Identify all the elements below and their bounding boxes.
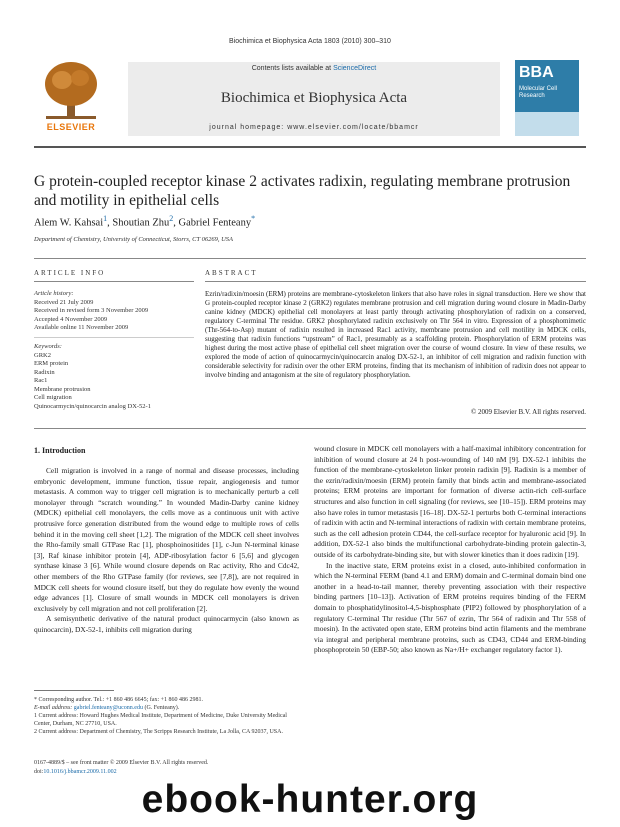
keyword: Radixin xyxy=(34,368,55,376)
history-label: Article history: xyxy=(34,290,74,297)
keyword: Membrane protrusion xyxy=(34,385,91,393)
affiliation: Department of Chemistry, University of Connecticut, Storrs, CT 06269, USA xyxy=(34,236,234,243)
doi-link[interactable]: 10.1016/j.bbamcr.2009.11.002 xyxy=(43,769,117,775)
keyword: Rac1 xyxy=(34,377,48,384)
history-item: Received 21 July 2009 xyxy=(34,298,94,306)
journal-reference: Biochimica et Biophysica Acta 1803 (2010) 300–310 xyxy=(229,38,391,45)
paragraph: wound closure in MDCK cell monolayers with a half-maximal inhibitory concentration for inhibition of wound closure at 24 h post-wounding of 140 nM [9]. DX-52-1 inhibits the function of the membrane-cytoskeleton linker protein radixin [9]. Radixin is a member of the ezrin/radixin/moesin (ERM) protein family that binds actin and membrane-associated proteins; ERM proteins are important for formation of diverse actin-rich cell-surface structures and also function in cell signaling (for reviews, see [10–15]). ERM proteins may also have roles in tumor metastasis [16–18]. DX-52-1 perturbs both C-terminal interactions of radixin with actin and N-terminal interactions of radixin with certain membrane proteins, such as the cell adhesion protein CD44, the cell-surface receptor for hyaluronic acid [9]. In addition, DX-52-1 also binds the multifunctional carbohydrate-binding protein galectin-3, outside of its carbohydrate-binding site, but with slower kinetics than it does radixin [19]. xyxy=(314,444,586,559)
copyright-notice: © 2009 Elsevier B.V. All rights reserved. xyxy=(470,408,586,416)
footnote-rule xyxy=(34,690,114,691)
abstract-heading: ABSTRACT xyxy=(205,269,258,277)
watermark: ebook-hunter.org xyxy=(141,778,479,821)
abstract-end-rule xyxy=(34,428,586,429)
footnotes xyxy=(34,696,299,736)
author-name: Alem W. Kahsai xyxy=(34,217,104,229)
history-item: Available online 11 November 2009 xyxy=(34,324,129,331)
email-link[interactable]: gabriel.fenteany@uconn.edu xyxy=(73,705,143,711)
doi-line: doi:10.1016/j.bbamcr.2009.11.002 xyxy=(34,769,117,775)
contents-line: Contents lists available at ScienceDirect xyxy=(251,65,377,72)
author-name: Shoutian Zhu xyxy=(112,217,170,229)
history-item: Received in revised form 3 November 2009 xyxy=(34,307,149,314)
keywords-label: Keywords: xyxy=(34,343,62,350)
keyword: Quinocarmycin/quinocarcin analog DX-52-1 xyxy=(34,402,151,410)
paragraph: A semisynthetic derivative of the natural product quinocarmycin (also known as quinocarcin), DX-52-1, inhibits cell migration during xyxy=(34,614,299,634)
keyword: GRK2 xyxy=(34,351,51,359)
article-info-rule xyxy=(34,281,194,282)
journal-title: Biochimica et Biophysica Acta xyxy=(220,90,408,106)
paragraph: In the inactive state, ERM proteins exist in a closed, auto-inhibited conformation in which the N-terminal FERM (band 4.1 and ERM) domain and C-terminal domain bind one another in a head-to-tail manner, thereby preventing association with their respective binding partners [10–13]). Activation of ERM proteins requires binding of the FERM domain to phosphatidylinositol-4,5-bisphosphate (PIP2) followed by phosphorylation of a regulatory C-terminal Thr residue (Thr 567 of ezrin, Thr 564 of radixin and Thr 558 of moesin). In the activated open state, ERM proteins bind actin filaments and the membrane via integral and peripheral membrane proteins, such as CD43, CD44 and ERM-binding phosphoprotein 50 (EBP-50; also known as Na+/H+ exchanger regulatory factor 1). xyxy=(314,560,586,655)
cover-subtitle: Molecular Cell Research xyxy=(519,86,558,99)
footnote-1: 1 Current address: Howard Hughes Medical Institute, Department of Medicine, Duke University Medical Center, Durham, NC 27710, USA. xyxy=(34,713,287,727)
journal-homepage[interactable]: journal homepage: www.elsevier.com/locate/bbamcr xyxy=(209,124,419,131)
issn-line: 0167-4889/$ – see front matter © 2009 Elsevier B.V. All rights reserved. xyxy=(34,760,209,766)
article-info-heading: ARTICLE INFO xyxy=(34,269,106,277)
corresponding-footnote: * Corresponding author. Tel.: +1 860 486 6645; fax: +1 860 486 2981. xyxy=(34,697,204,703)
history-item: Accepted 4 November 2009 xyxy=(34,315,108,323)
right-column xyxy=(314,444,586,656)
author-footnote-mark[interactable]: 2 xyxy=(169,214,174,223)
header-rule xyxy=(34,146,586,148)
left-column xyxy=(34,466,299,636)
author-name: Gabriel Fenteany xyxy=(178,217,252,229)
email-footnote: E-mail address: gabriel.fenteany@uconn.edu (G. Fenteany). xyxy=(34,705,180,711)
corresponding-author-mark[interactable]: * xyxy=(251,214,256,223)
author-list: Alem W. Kahsai$^1$, Shoutian Zhu$^2$, Gabriel Fenteany* xyxy=(34,214,256,229)
elsevier-wordmark: ELSEVIER xyxy=(46,122,96,132)
keyword: ERM protein xyxy=(34,360,69,367)
abstract-rule xyxy=(205,281,586,282)
sciencedirect-link[interactable]: ScienceDirect xyxy=(333,65,377,72)
introduction-heading: 1. Introduction xyxy=(34,446,86,455)
cover-stripe xyxy=(515,112,579,136)
journal-cover-image xyxy=(515,60,579,136)
keywords-block xyxy=(34,343,199,411)
abstract-text: Ezrin/radixin/moesin (ERM) proteins are membrane-cytoskeleton linkers that also have roles in signal transduction. Here we show that G protein-coupled receptor kinase 2 (GRK2) regulates membrane protrusion and cell migration during wound closure in Madin-Darby canine kidney (MDCK) epithelial cell monolayers at least partly through activating phosphorylation of radixin on a conserved, regulatory C-terminal Thr residue. GRK2 phosphorylated radixin exclusively on Thr 564 in vitro. Expression of a phosphomimetic (Thr-564-to-Asp) mutant of radixin resulted in increased Rac1 activity, membrane protrusion and cell motility in MDCK cells, suggesting that radixin functions “upstream” of Rac1, presumably as a scaffolding protein. Phosphorylation of ERM proteins was highest during the most active phase of epithelial cell sheet migration over the course of wound closure. In view of these results, we explored the mode of action of quinocarmycin/quinocarcin analog DX-52-1, an inhibitor of cell migration and radixin function with considerable selectivity for radixin over the other ERM proteins, finding that its mechanism of inhibition of radixin does not appear to involve binding and antagonism at the site of regulatory phosphorylation. xyxy=(205,290,586,379)
article-history xyxy=(34,290,199,333)
article-title: G protein-coupled receptor kinase 2 activates radixin, regulating membrane protrusion and motility in epithelial cells xyxy=(34,173,571,209)
keywords-rule xyxy=(34,337,194,338)
journal-header xyxy=(40,60,580,142)
footnote-2: 2 Current address: Department of Chemistry, The Scripps Research Institute, La Jolla, CA 92037, USA. xyxy=(34,729,283,735)
author-footnote-mark[interactable]: 1 xyxy=(103,214,108,223)
paragraph: Cell migration is involved in a range of normal and disease processes, including embryonic development, immune function, tissue repair, angiogenesis and tumor metastasis. A common way to trigger cell migration is to mechanically perturb a cell monolayer through “scratch wounding.” In wounded Madin-Darby canine kidney (MDCK) epithelial cell monolayers, the cells move as a continuous unit with active protrusive force generation distributed from the wound edge to multiple rows of cells behind it in the moving cell sheet [1,2]. The migration of the MDCK cell sheet involves the Rho-family small GTPase Rac [1], phosphoinositides [1], c-Jun N-terminal kinase [3], Raf kinase inhibitor protein [4], ADP-ribosylation factor 6 [5,6] and glycogen synthase kinase 3 [6]. While wound closure depends on Rac activity, Rho and Cdc42, other members of the Rho GTPase family (for reviews, see [7,8]), are not required in MDCK cell sheets for wound closure itself, but they do regulate how evenly the wound edge advances [1]. Closure of small wounds in MDCK cell monolayers is driven exclusively by cell migration and not cell proliferation [2]. xyxy=(34,466,299,613)
cover-title: BBA xyxy=(519,64,554,81)
section-rule xyxy=(34,258,586,259)
journal-banner xyxy=(128,62,500,136)
keyword: Cell migration xyxy=(34,394,72,401)
